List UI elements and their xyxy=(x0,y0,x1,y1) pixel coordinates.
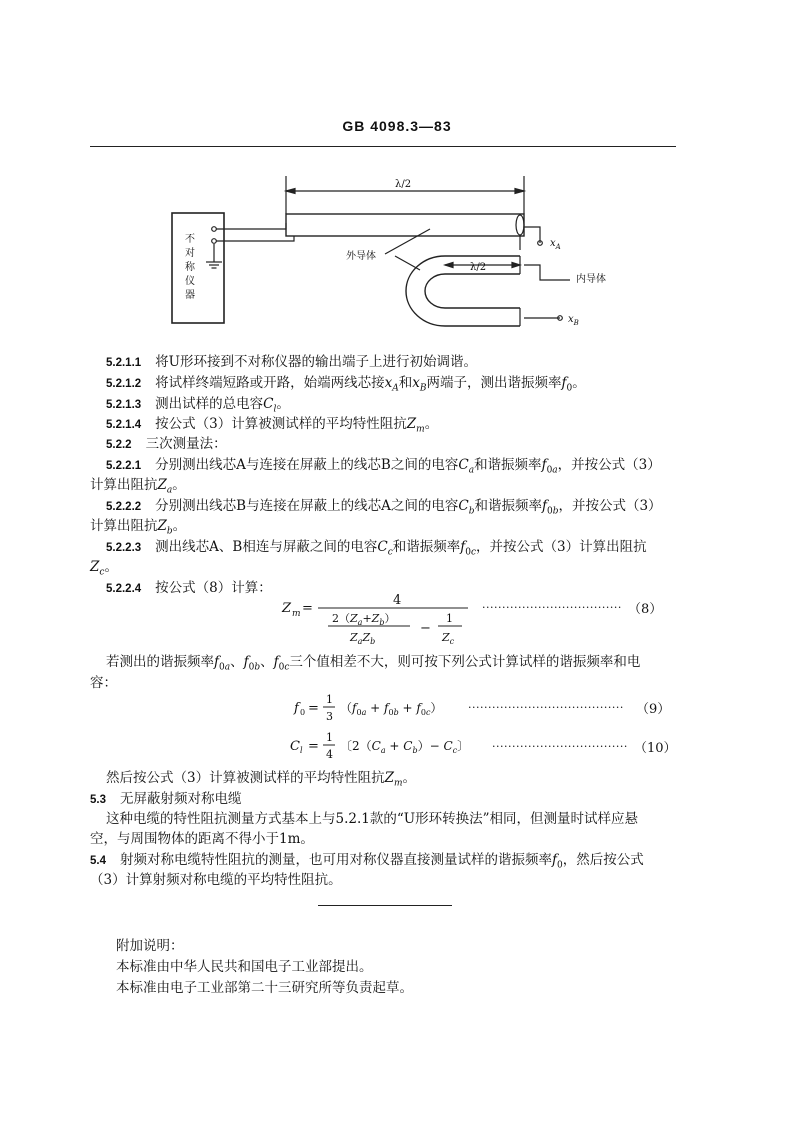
xb-label: x xyxy=(568,314,574,325)
section-5-2-2-1: 5.2.2.1 分别测出线芯A与连接在屏蔽上的线芯B之间的电容$C_a$和谐振频率$f_{0a}$，并按公式（3） xyxy=(106,457,661,476)
section-5-2-2-3: 5.2.2.3 测出线芯A、B相连与屏蔽之间的电容$C_c$和谐振频率$f_{0c}$，并按公式（3）计算出阻抗 xyxy=(106,539,647,558)
svg-text:4: 4 xyxy=(393,593,402,608)
device-label-4: 器 xyxy=(185,290,195,301)
section-5-2-1-2: 5.2.1.2 将试样终端短路或开路，始端两线芯接$x_A$和$x_B$两端子，测出谐振频率$f_0$。 xyxy=(106,375,586,394)
device-label-3: 仪 xyxy=(185,276,195,287)
paragraph-unshielded: 这种电缆的特性阻抗测量方式基本上与5.2.1款的“U形环转换法”相同，但测量时试样应悬 xyxy=(106,811,639,827)
svg-text:xA xyxy=(550,238,561,251)
section-5-2-2-1-cont: 计算出阻抗$Z_a$。 xyxy=(90,477,186,496)
section-5-4: 5.4 射频对称电缆特性阻抗的测量，也可用对称仪器直接测量试样的谐振频率$f_0$，然后按公式 xyxy=(90,852,644,871)
equation-number-10: （10） xyxy=(634,741,677,756)
equation-number-8: （8） xyxy=(628,602,663,617)
section-5-3: 5.3 无屏蔽射频对称电缆 xyxy=(90,791,242,807)
svg-text:0: 0 xyxy=(300,708,306,717)
xb-sub: B xyxy=(573,319,579,327)
paragraph-unshielded-cont: 空，与周围物体的距离不得小于1m。 xyxy=(90,831,314,847)
paragraph-resonance-cont: 容： xyxy=(90,675,117,691)
notes-title: 附加说明： xyxy=(116,938,184,954)
svg-text:3: 3 xyxy=(326,710,333,723)
svg-text:C: C xyxy=(290,739,300,754)
section-5-4-cont: （3）计算射频对称电缆的平均特性阻抗。 xyxy=(90,872,342,888)
svg-text:m: m xyxy=(292,609,301,619)
svg-text:l: l xyxy=(300,746,303,755)
section-5-2-1-1: 5.2.1.1 将U形环接到不对称仪器的输出端子上进行初始调谐。 xyxy=(106,354,478,370)
lambda-top-label: λ/2 xyxy=(395,179,412,190)
paragraph-then: 然后按公式（3）计算被测试样的平均特性阻抗$Z_m$。 xyxy=(106,770,417,789)
formula-8 xyxy=(280,592,480,650)
svg-text:Zc: $Z_c$ xyxy=(442,631,455,646)
notes-line-2: 本标准由电子工业部第二十三研究所等负责起草。 xyxy=(116,980,413,996)
xa-sub: A xyxy=(555,243,561,251)
svg-text:−: − xyxy=(420,621,431,636)
section-5-2-2-2: 5.2.2.2 分别测出线芯B与连接在屏蔽上的线芯A之间的电容$C_b$和谐振频率$f_{0b}$，并按公式（3） xyxy=(106,498,662,517)
formula-10 xyxy=(288,728,498,764)
svg-text:1: 1 xyxy=(326,731,333,744)
device-label-1: 对 xyxy=(185,248,195,259)
device-label-0: 不 xyxy=(185,234,195,245)
svg-text:=: = xyxy=(302,601,313,616)
end-rule xyxy=(318,905,452,906)
paragraph-resonance: 若测出的谐振频率$f_{0a}$、$f_{0b}$、$f_{0c}$三个值相差不大，则可按下列公式计算试样的谐振频率和电 xyxy=(106,654,641,673)
section-5-2-1-4: 5.2.1.4 按公式（3）计算被测试样的平均特性阻抗$Z_m$。 xyxy=(106,416,439,435)
xa-label: x xyxy=(550,238,556,249)
svg-text:4: 4 xyxy=(326,748,333,761)
outer-conductor-label: 外导体 xyxy=(346,251,376,262)
svg-text:ZaZb: $Z_aZ_b$ xyxy=(350,631,376,646)
section-5-2-2: 5.2.2 三次测量法： xyxy=(106,436,227,452)
section-5-2-2-2-cont: 计算出阻抗$Z_b$。 xyxy=(90,518,187,537)
svg-text:=: = xyxy=(308,701,319,716)
section-5-2-2-4: 5.2.2.4 按公式（8）计算： xyxy=(106,580,272,596)
document-code: GB 4098.3—83 xyxy=(342,118,452,134)
svg-text:〔2（Ca + Cb）− Cc〕: 〔$2(C_a + C_b)- C_c$〕 xyxy=(340,739,470,755)
notes-line-1: 本标准由中华人民共和国电子工业部提出。 xyxy=(116,959,373,975)
leader-dots-9: ······································· xyxy=(468,701,624,714)
inner-conductor-label: 内导体 xyxy=(576,274,606,285)
section-number: 5.2.1.1 xyxy=(106,357,142,369)
section-5-2-1-3: 5.2.1.3 测出试样的总电容$C_l$。 xyxy=(106,396,290,415)
svg-text:1: 1 xyxy=(326,693,333,706)
svg-text:=: = xyxy=(308,739,319,754)
leader-dots-8: ··································· xyxy=(482,601,622,614)
u-loop-diagram xyxy=(0,0,794,345)
lambda-bottom-label: λ/2 xyxy=(470,262,487,273)
svg-text:xB xyxy=(568,314,579,327)
leader-dots-10: ·································· xyxy=(492,740,628,753)
svg-text:（f0a + f0b + f0c）: $(f_0a + f_0b + f_0c)$ xyxy=(340,701,443,717)
formula-9 xyxy=(292,690,472,726)
svg-text:2（Za+Zb）: $2(Z_a+Z_b)$ xyxy=(332,612,396,627)
svg-text:Z: Z xyxy=(282,601,292,616)
svg-text:f: f xyxy=(294,701,299,716)
equation-number-9: （9） xyxy=(636,702,671,717)
svg-text:1: 1 xyxy=(446,612,453,625)
section-5-2-2-3-cont: $Z_c$。 xyxy=(90,559,118,578)
device-label-2: 称 xyxy=(185,262,195,273)
